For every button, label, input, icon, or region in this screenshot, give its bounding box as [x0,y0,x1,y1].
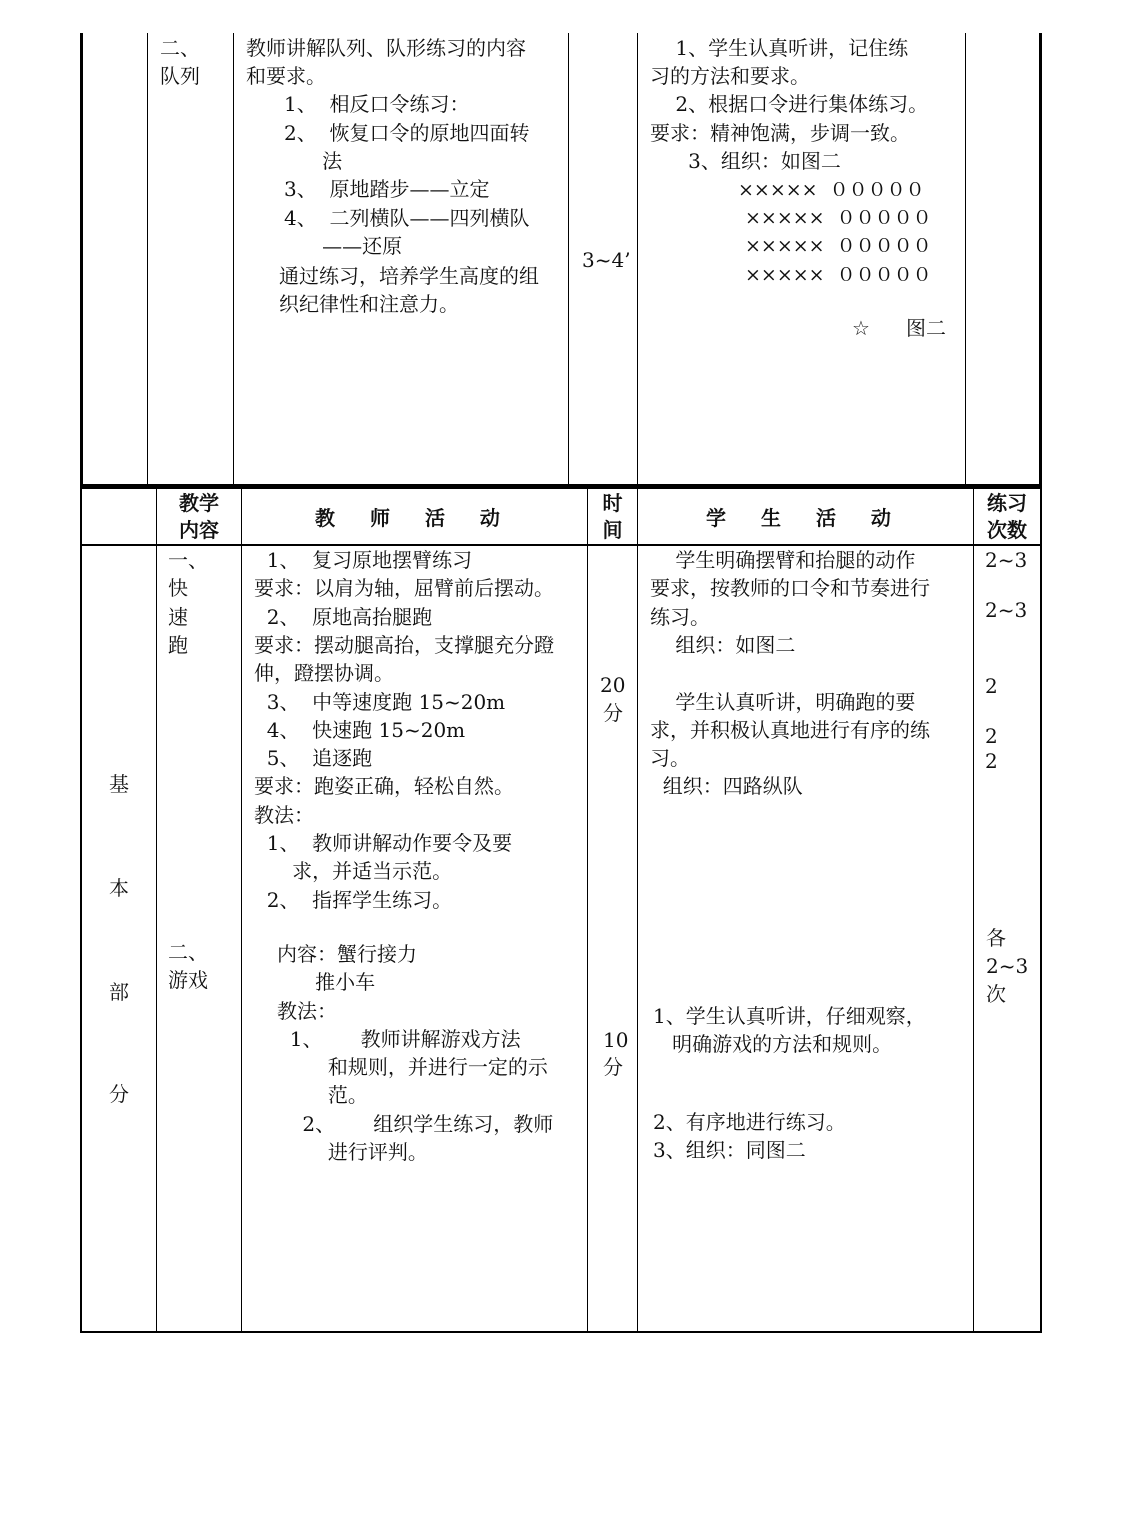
top-divider-5 [965,33,966,486]
teacher1-line-5: 伸，蹬摆协调。 [254,661,394,685]
teacher1-line-2: 要求：以肩为轴，屈臂前后摆动。 [254,576,554,600]
top-teacher-intro-1: 教师讲解队列、队形练习的内容 [246,36,526,60]
time2-value: 10 [603,1028,629,1052]
student1-line-3: 练习。 [650,605,710,629]
item1-label-2: 快 [168,576,188,600]
top-divider-3 [568,33,569,486]
header-student: 学 生 活 动 [706,506,905,530]
teacher2-line-3: 教法： [277,999,337,1023]
top-student-line-4: 要求：精神饱满，步调一致。 [650,121,910,145]
reps-4: 2 [985,724,998,748]
time-divider [637,487,638,1333]
teacher1-line-7: 4、 快速跑 15~20m [254,718,466,742]
formation-row-3: ××××× ０００００ [745,235,932,257]
student1-line-2: 要求，按教师的口令和节奏进行 [650,576,930,600]
student1-line-8: 习。 [650,746,690,770]
top-teacher-step-4b: ——还原 [284,234,403,258]
top-divider-2 [233,33,234,486]
top-divider-4 [637,33,638,486]
content-divider [241,487,242,1333]
top-border-left [80,33,83,486]
section-char-1: 基 [109,772,129,796]
item2-label-1: 二、 [168,940,208,964]
header-content-1: 教学 [179,491,219,515]
reps-5: 2 [985,749,998,773]
teacher-divider [587,487,588,1333]
reps-6: 各 [986,926,1006,950]
student2-line-1: 1、学生认真听讲，仔细观察， [653,1004,926,1028]
section-char-2: 本 [109,876,129,900]
top-student-line-2: 习的方法和要求。 [650,64,810,88]
header-teacher: 教 师 活 动 [315,506,514,530]
teacher1-line-4: 要求：摆动腿高抬，支撑腿充分蹬 [254,633,554,657]
student1-line-6: 学生认真听讲，明确跑的要 [650,690,916,714]
header-content-2: 内容 [179,518,219,542]
item1-label-4: 跑 [168,633,188,657]
teacher2-line-1: 内容：蟹行接力 [277,942,417,966]
teacher1-line-3: 2、 原地高抬腿跑 [254,605,433,629]
bottom-end-border [80,1331,1042,1333]
reps-3: 2 [985,674,998,698]
section-divider [156,487,157,1333]
top-teacher-step-4: 4、 二列横队——四列横队 [284,206,530,230]
bottom-top-border [80,487,1042,489]
teacher1-line-10: 教法： [254,803,314,827]
teacher1-line-1: 1、 复习原地摆臂练习 [254,548,473,572]
top-teacher-step-3: 3、 原地踏步——立定 [284,177,490,201]
teacher2-line-5: 和规则，并进行一定的示 [277,1055,548,1079]
time2-unit: 分 [603,1055,623,1079]
section-char-3: 部 [109,980,129,1004]
teacher1-line-8: 5、 追逐跑 [254,746,373,770]
bottom-border-left [80,487,82,1333]
header-time-1: 时 [602,491,623,515]
student1-line-1: 学生明确摆臂和抬腿的动作 [650,548,916,572]
time1-value: 20 [600,673,626,697]
top-student-line-1: 1、学生认真听讲，记住练 [650,36,909,60]
top-border-right [1039,33,1042,486]
teacher1-line-13: 2、 指挥学生练习。 [254,888,453,912]
reps-8: 次 [986,982,1006,1006]
formation-row-4: ××××× ０００００ [745,264,932,286]
figure-label: 图二 [906,316,946,340]
top-teacher-step-1: 1、 相反口令练习： [284,92,470,116]
reps-2: 2~3 [985,598,1028,622]
student2-line-2: 明确游戏的方法和规则。 [653,1032,893,1056]
header-reps-1: 练习 [987,491,1027,515]
section-char-4: 分 [109,1082,129,1106]
top-content-line-2: 队列 [160,64,200,88]
student1-line-9: 组织：四路纵队 [650,774,803,798]
header-reps-2: 次数 [987,518,1027,542]
teacher2-line-4: 1、 教师讲解游戏方法 [277,1027,521,1051]
bottom-border-right [1040,487,1042,1333]
header-time-2: 间 [602,518,623,542]
teacher1-line-12: 求，并适当示范。 [254,859,453,883]
top-student-line-3: 2、根据口令进行集体练习。 [650,92,929,116]
student-divider [973,487,974,1333]
teacher2-line-6: 范。 [277,1083,368,1107]
reps-7: 2~3 [986,954,1029,978]
top-teacher-step-2b: 法 [284,149,343,173]
top-teacher-goal-2: 织纪律性和注意力。 [279,292,459,316]
student2-line-6: 3、组织：同图二 [653,1138,806,1162]
item1-label-1: 一、 [168,548,208,572]
formation-row-2: ××××× ０００００ [745,207,932,229]
teacher1-line-6: 3、 中等速度跑 15~20m [254,690,506,714]
top-teacher-goal-1: 通过练习，培养学生高度的组 [279,264,539,288]
teacher2-line-7: 2、 组织学生练习，教师 [277,1112,554,1136]
teacher2-line-2: 推小车 [277,970,376,994]
top-content-line-1: 二、 [160,36,200,60]
teacher2-line-8: 进行评判。 [277,1140,428,1164]
reps-1: 2~3 [985,548,1028,572]
top-time: 3~4’ [582,248,631,272]
time1-unit: 分 [603,701,623,725]
teacher1-line-11: 1、 教师讲解动作要令及要 [254,831,513,855]
item2-label-2: 游戏 [168,968,208,992]
item1-label-3: 速 [168,605,188,629]
student1-line-7: 求，并积极认真地进行有序的练 [650,718,930,742]
top-teacher-step-2: 2、 恢复口令的原地四面转 [284,121,530,145]
student2-line-5: 2、有序地进行练习。 [653,1110,846,1134]
student1-line-4: 组织：如图二 [650,633,796,657]
star-icon: ☆ [852,316,870,340]
top-student-line-5: 3、组织：如图二 [650,149,841,173]
top-divider-1 [147,33,148,486]
teacher1-line-9: 要求：跑姿正确，轻松自然。 [254,774,514,798]
formation-row-1: ××××× ０００００ [738,179,925,201]
top-teacher-intro-2: 和要求。 [246,64,326,88]
